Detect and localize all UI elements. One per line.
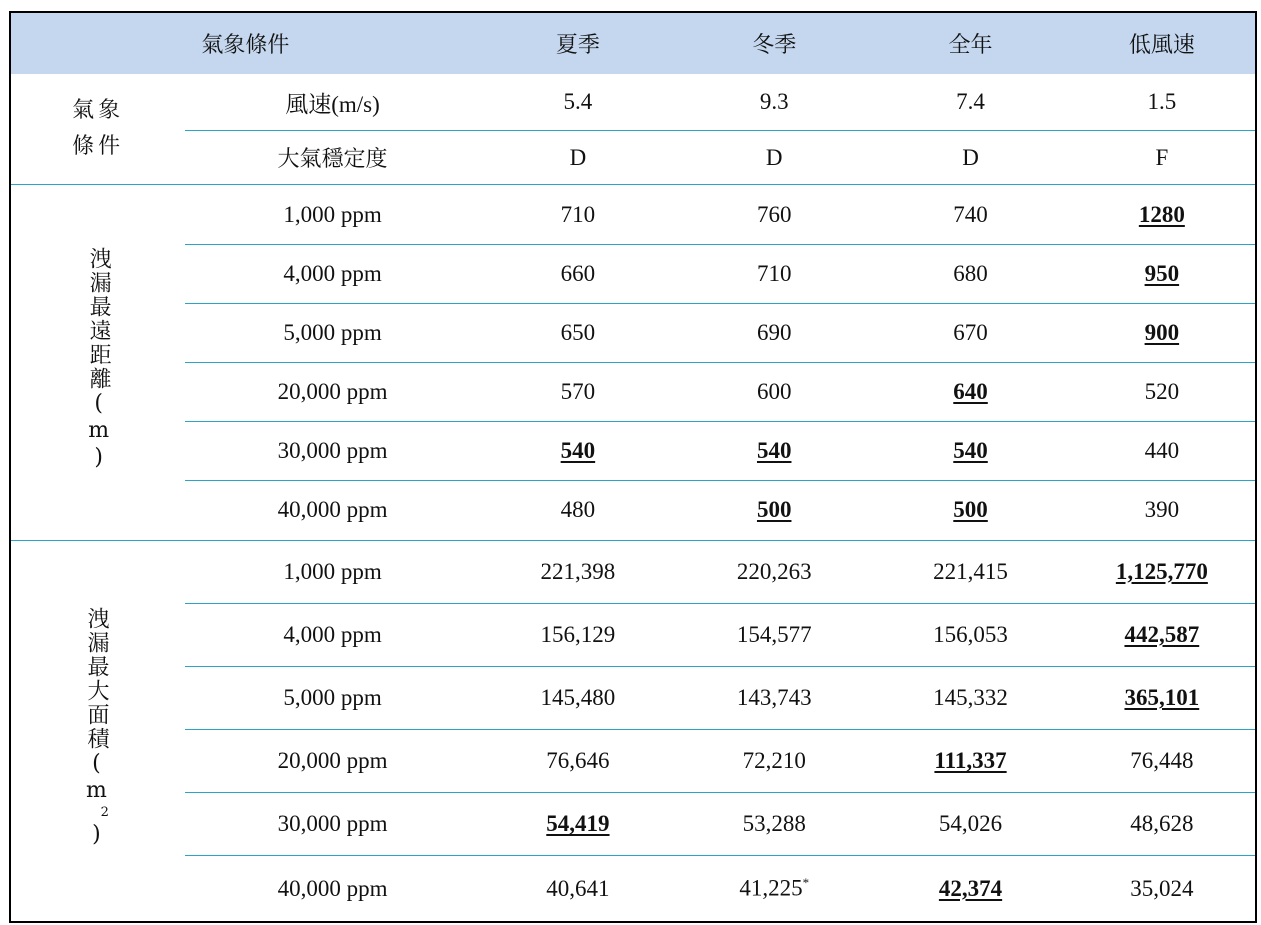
header-low-wind: 低風速 [1069, 12, 1256, 74]
highlight-value: 42,374 [938, 875, 1003, 901]
cell-low-wind: 440 [1069, 422, 1256, 481]
cell-winter: 154,577 [676, 603, 872, 666]
cell-winter [676, 481, 872, 540]
cell-winter: D [676, 131, 872, 185]
highlight-value: 1,125,770 [1115, 558, 1208, 584]
cell-summer: 710 [480, 185, 676, 244]
row-label: 5,000 ppm [185, 303, 479, 362]
group-label-weather [10, 74, 185, 185]
cell-annual [872, 481, 1068, 540]
cell-annual [872, 422, 1068, 481]
table-row [10, 185, 1256, 244]
row-label: 40,000 ppm [185, 856, 479, 922]
table-row [10, 362, 1256, 421]
cell-summer: 76,646 [480, 730, 676, 793]
table-row [10, 666, 1256, 729]
row-label: 40,000 ppm [185, 481, 479, 540]
cell-winter: 220,263 [676, 540, 872, 603]
group-label-area-text: 洩漏最大面積$(m^2)$ [83, 606, 113, 849]
highlight-value: 54,419 [546, 811, 610, 837]
cell-winter [676, 856, 872, 922]
highlight-value: 1280 [1138, 201, 1185, 227]
cell-winter [676, 422, 872, 481]
table-row [10, 131, 1256, 185]
cell-low-wind: 76,448 [1069, 730, 1256, 793]
row-label: 風速(m/s) [185, 74, 479, 131]
cell-annual: 7.4 [872, 74, 1068, 131]
cell-annual: 54,026 [872, 793, 1068, 856]
cell-annual: 221,415 [872, 540, 1068, 603]
highlight-value: 640 [953, 379, 988, 405]
cell-summer: 480 [480, 481, 676, 540]
cell-annual [872, 362, 1068, 421]
table-row [10, 730, 1256, 793]
cell-summer [480, 422, 676, 481]
group-label-area [10, 540, 185, 922]
cell-low-wind [1069, 303, 1256, 362]
table-row [10, 793, 1256, 856]
cell-annual: 670 [872, 303, 1068, 362]
cell-low-wind [1069, 540, 1256, 603]
cell-annual: D [872, 131, 1068, 185]
cell-annual [872, 856, 1068, 922]
cell-summer: 5.4 [480, 74, 676, 131]
cell-low-wind: 48,628 [1069, 793, 1256, 856]
cell-summer: 40,641 [480, 856, 676, 922]
group-label-distance-text: 洩漏最遠距離(m) [86, 246, 112, 472]
highlight-value: 540 [756, 438, 792, 464]
row-label: 4,000 ppm [185, 244, 479, 303]
cell-summer: 660 [480, 244, 676, 303]
row-label: 1,000 ppm [185, 185, 479, 244]
row-label: 大氣穩定度 [185, 131, 479, 185]
cell-summer: 156,129 [480, 603, 676, 666]
highlight-value: 540 [953, 438, 988, 464]
cell-summer: 570 [480, 362, 676, 421]
table-row [10, 244, 1256, 303]
cell-low-wind [1069, 185, 1256, 244]
header-row [10, 12, 1256, 74]
header-condition: 氣象條件 [10, 12, 480, 74]
cell-winter-value: 41,225 [739, 876, 803, 902]
cell-winter: 53,288 [676, 793, 872, 856]
group-label-distance [10, 185, 185, 540]
header-summer: 夏季 [480, 12, 676, 74]
results-table [9, 11, 1257, 923]
row-label: 20,000 ppm [185, 362, 479, 421]
highlight-value: 500 [953, 497, 988, 523]
cell-low-wind: 35,024 [1069, 856, 1256, 922]
group-label-weather-line1: 氣象 [72, 98, 125, 124]
cell-annual: 740 [872, 185, 1068, 244]
group-label-weather-line2: 條件 [72, 134, 125, 160]
table-row [10, 303, 1256, 362]
cell-summer: D [480, 131, 676, 185]
highlight-value: 442,587 [1124, 621, 1200, 647]
cell-summer [480, 793, 676, 856]
highlight-value: 500 [756, 497, 792, 523]
cell-annual: 145,332 [872, 666, 1068, 729]
row-label: 4,000 ppm [185, 603, 479, 666]
cell-low-wind: F [1069, 131, 1256, 185]
cell-annual: 680 [872, 244, 1068, 303]
row-label: 20,000 ppm [185, 730, 479, 793]
highlight-value: 365,101 [1124, 684, 1200, 710]
table-row [10, 422, 1256, 481]
row-label: 30,000 ppm [185, 422, 479, 481]
row-label: 30,000 ppm [185, 793, 479, 856]
header-winter: 冬季 [676, 12, 872, 74]
highlight-value: 950 [1144, 260, 1180, 286]
cell-winter: 600 [676, 362, 872, 421]
table-row [10, 481, 1256, 540]
row-label: 1,000 ppm [185, 540, 479, 603]
highlight-value: 900 [1144, 319, 1180, 345]
table-row [10, 856, 1256, 922]
cell-summer: 145,480 [480, 666, 676, 729]
header-annual: 全年 [872, 12, 1068, 74]
table-row [10, 603, 1256, 666]
cell-low-wind [1069, 666, 1256, 729]
cell-winter: 9.3 [676, 74, 872, 131]
row-label: 5,000 ppm [185, 666, 479, 729]
cell-low-wind: 1.5 [1069, 74, 1256, 131]
cell-winter: 72,210 [676, 730, 872, 793]
cell-annual: 156,053 [872, 603, 1068, 666]
cell-low-wind: 390 [1069, 481, 1256, 540]
cell-low-wind: 520 [1069, 362, 1256, 421]
cell-summer: 221,398 [480, 540, 676, 603]
cell-winter: 710 [676, 244, 872, 303]
cell-low-wind [1069, 603, 1256, 666]
table-row [10, 540, 1256, 603]
cell-summer: 650 [480, 303, 676, 362]
cell-winter: 760 [676, 185, 872, 244]
highlight-value: 111,337 [934, 748, 1007, 774]
footnote-mark: * [802, 875, 810, 891]
cell-annual [872, 730, 1068, 793]
cell-low-wind [1069, 244, 1256, 303]
cell-winter: 143,743 [676, 666, 872, 729]
table-row [10, 74, 1256, 131]
cell-winter: 690 [676, 303, 872, 362]
highlight-value: 540 [560, 438, 596, 464]
